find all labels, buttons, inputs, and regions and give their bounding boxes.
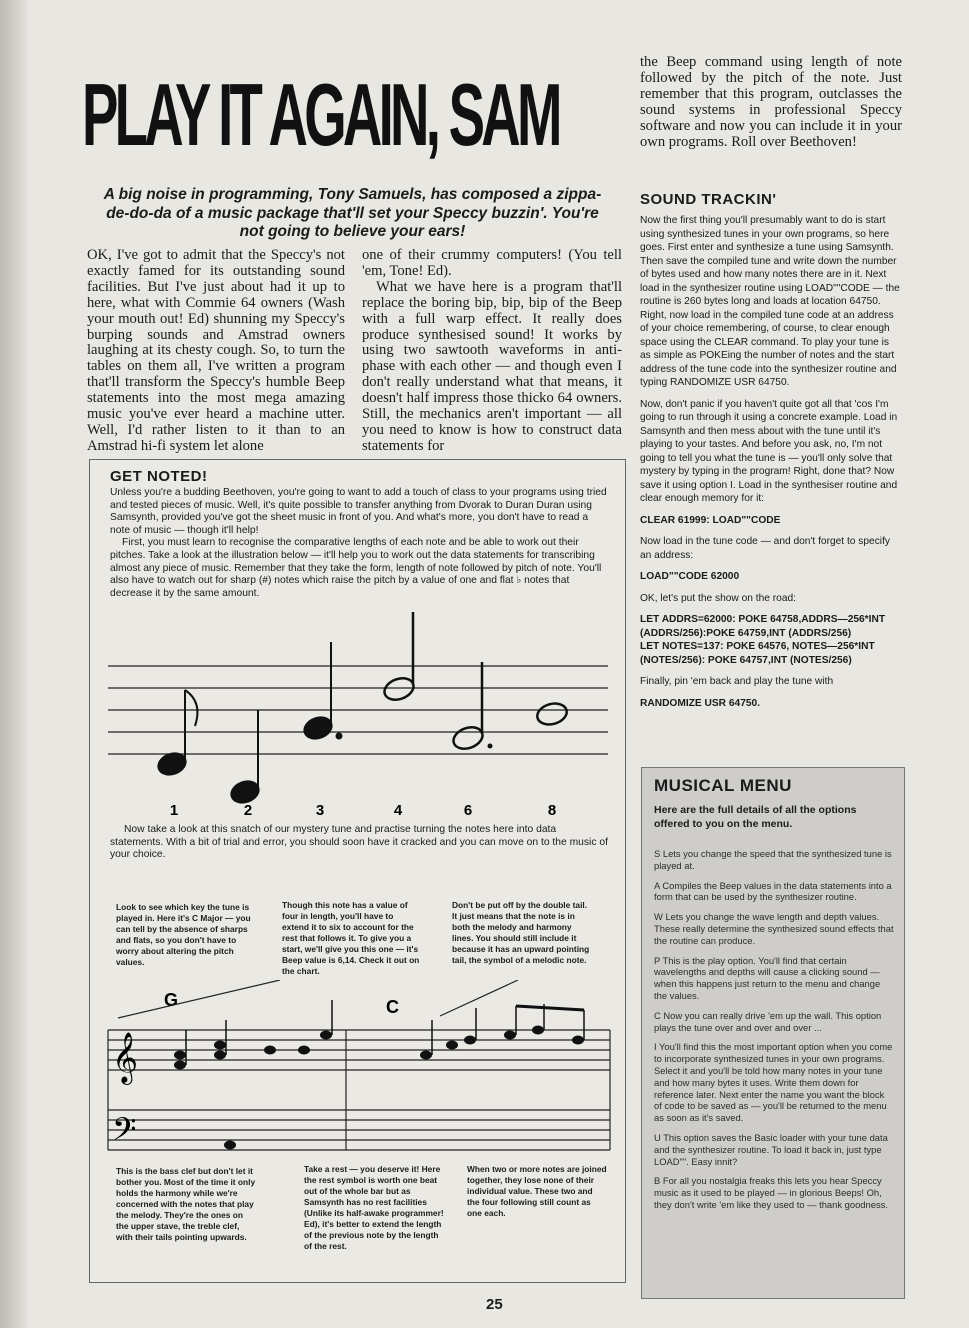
get-noted-title: GET NOTED! bbox=[110, 468, 208, 485]
code-line: RANDOMIZE USR 64750. bbox=[640, 697, 761, 709]
note-length-label: 3 bbox=[315, 802, 325, 819]
paragraph: Finally, pin 'em back and play the tune with bbox=[640, 676, 834, 687]
after-illustration-text: Now take a look at this snatch of our mystery tune and practise turning the notes here into data statements. With a bit of trial and error, you should soon have it cracked and you can move on to the music of your choice. bbox=[110, 824, 608, 861]
code-line: LET NOTES=137: POKE 64576, NOTES—256*INT (NOTES/256): POKE 64757,INT (NOTES/256) bbox=[640, 641, 875, 666]
standfirst: A big noise in programming, Tony Samuels, has composed a zippa-de-do-da of a music package that'll set your Speccy buzzin'. You're not going to believe your ears! bbox=[103, 186, 602, 240]
paragraph: OK, let's put the show on the road: bbox=[640, 592, 796, 604]
annotation-rest: Take a rest — you deserve it! Here the rest symbol is worth one beat out of the whole bar but as Samsynth has no rest facilities (Unlike its half-awake programmer! Ed), it's better to extend the length of the previous note by the length of the rest. bbox=[304, 1164, 444, 1251]
note-length-label: 8 bbox=[547, 802, 557, 819]
bass-clef-icon: 𝄢 bbox=[112, 1113, 137, 1155]
body-paragraph: the Beep command using length of note followed by the pitch of the note. Just remember that this program, outclasses the sound systems in professional Speccy software and now you can include it in your own programs. Roll over Beethoven! bbox=[640, 54, 902, 150]
score-excerpt bbox=[90, 980, 625, 1165]
paragraph: Now the first thing you'll presumably want to do is start using synthesized tunes in your own programs, so here goes. First enter and synthesize a tune using Samsynth. Then save the compiled tune and write down the number of bytes used and how many notes there are in it. Next load in the synthesizer routine using LOAD""CODE — the routine is 260 bytes long and loads at location 64750. Right, now load in the compiled tune code at an address of your choice remembering, of course, to clear enough space using the CLEAR command. To play your tune is as simple as POKEing the number of notes and the start address of the tune code into the synthesizer routine and typing RANDOMIZE USR 64750. bbox=[640, 215, 900, 388]
menu-option: W Lets you change the wave length and depth values. These really determine the synthesized sound effects that the routine can produce. bbox=[654, 911, 894, 946]
annotation-double-tail: Don't be put off by the double tail. It just means that the note is in both the melody and harmony lines. You should still include it because it has an upward pointing tail, the symbol of a melodic note. bbox=[452, 900, 590, 965]
body-column-1 bbox=[87, 248, 345, 455]
musical-menu-items bbox=[654, 848, 894, 1219]
note-length-label: 6 bbox=[463, 802, 473, 819]
page-number: 25 bbox=[486, 1296, 503, 1313]
get-noted-box bbox=[89, 459, 626, 1283]
page-fold-shadow bbox=[0, 0, 28, 1328]
body-column-2 bbox=[362, 248, 622, 455]
note-lengths-illustration bbox=[90, 600, 625, 820]
sound-trackin-text bbox=[640, 214, 902, 718]
body-paragraph: OK, I've got to admit that the Speccy's not exactly famed for its outstanding sound facilities. But I've just about had it up to here, what with Commie 64 owners (Wash your mouth out! Ed) shunning my Speccy's burping sounds and Amstrad owners laughing at its chesty cough. So, to turn the tables on them all, I've written a program that'll transform the Speccy's humble Beep statements into the most mega amazing music you've ever heard a machine utter. Well, I'd rather listen to it than to an Amstrad hi-fi system let alone bbox=[87, 247, 345, 454]
body-paragraph: one of their crummy computers! (You tell 'em, Tone! Ed). bbox=[362, 247, 622, 279]
menu-option: C Now you can really drive 'em up the wall. This option plays the tune over and over and over ... bbox=[654, 1009, 882, 1033]
menu-option: S Lets you change the speed that the synthesized tune is played at. bbox=[654, 848, 892, 871]
paragraph: Unless you're a budding Beethoven, you're going to want to add a touch of class to your programs using tried and tested pieces of music. Well, it's quite possible to transfer anything from Dvorak to Duran Duran using Samsynth, provided you've got the sheet music in front of you. And what's more, you don't have to read a note of music — though it'll help! bbox=[110, 487, 607, 536]
body-paragraph: What we have here is a program that'll replace the boring bip, bip, bip of the Beep with a full warp effect. It really does produce synthesised sound! It works by using two sawtooth waveforms in anti-phase with each other — and though even I don't really understand what that means, it doesn't half impress those thicko 64 owners. Still, the mechanics aren't important — all you need to know is how to construct data statements for bbox=[362, 278, 622, 454]
paragraph: Now load in the tune code — and don't forget to specify an address: bbox=[640, 536, 890, 561]
note-length-label: 4 bbox=[393, 802, 403, 819]
code-line: LET ADDRS=62000: POKE 64758,ADDRS—256*INT (ADDRS/256):POKE 64759,INT (ADDRS/256) bbox=[640, 614, 886, 639]
headline: PLAY IT AGAIN, SAM bbox=[82, 65, 559, 164]
treble-clef-icon: 𝄞 bbox=[112, 1033, 139, 1082]
menu-option: B For all you nostalgia freaks this lets you hear Speccy music as it used to be played — in glorious Beeps! Oh, they don't write 'em like they used to — thank goodness. bbox=[654, 1175, 888, 1210]
note-length-label: 1 bbox=[169, 802, 179, 819]
code-line: CLEAR 61999: LOAD""CODE bbox=[640, 514, 781, 526]
paragraph: First, you must learn to recognise the comparative lengths of each note and be able to work out their pitches. Take a look at the illustration below — it'll help you to work out the data statements for transcribing almost any piece of music. Remember that they take the form, length of note followed by pitch of note. You'll also have to watch out for sharp (#) notes which raise the pitch by a value of one and flat ♭ notes that decrease it by the same amount. bbox=[110, 537, 602, 599]
note-length-label: 2 bbox=[243, 802, 253, 819]
sound-trackin-heading: SOUND TRACKIN' bbox=[640, 191, 777, 208]
chord-label-g: G bbox=[164, 990, 179, 1010]
get-noted-text bbox=[110, 487, 608, 600]
chord-label-c: C bbox=[386, 997, 399, 1017]
menu-option: I You'll find this the most important option when you come to incorporate synthesized tunes in your own programs. Select it and you'll be told how many notes in your tune and how many bytes it uses. Write them down for reference later. Next enter the name you want the block of code to be saved as — you'll be returned to the menu as soon as it's saved. bbox=[654, 1041, 893, 1124]
body-column-3 bbox=[640, 55, 902, 150]
annotation-bass-clef: This is the bass clef but don't let it bother you. Most of the time it only holds the harmony while we're concerned with the notes that play the melody. They're the ones on the upper stave, the treble clef, with their tails pointing upwards. bbox=[116, 1166, 256, 1242]
annotation-four-length: Though this note has a value of four in length, you'll have to extend it to six to account for the rest that follows it. To give you a start, we'll give you this one — it's Beep value is 6,14. Check it out on the chart. bbox=[282, 900, 420, 976]
musical-menu-box bbox=[641, 767, 905, 1299]
code-line: LOAD""CODE 62000 bbox=[640, 571, 740, 582]
menu-option: A Compiles the Beep values in the data statements into a form that can be used by the synthesizer routine. bbox=[654, 879, 892, 903]
musical-menu-subtitle: Here are the full details of all the options offered to you on the menu. bbox=[654, 804, 857, 830]
menu-option: U This option saves the Basic loader with your tune data and the synthesizer routine. To load it back in, just type LOAD"". Easy innit? bbox=[654, 1131, 888, 1167]
annotation-key: Look to see which key the tune is played in. Here it's C Major — you can tell by the absence of sharps and flats, so you don't have to worry about altering the pitch values. bbox=[116, 902, 251, 967]
menu-option: P This is the play option. You'll find that certain wavelengths and depths will cause a clicking sound — when this happens just return to the menu and change the values. bbox=[654, 954, 881, 1001]
paragraph: Now, don't panic if you haven't quite got all that 'cos I'm going to run through it using a concrete example. Load in Samsynth and then mess about with the tune until it's playing to your tastes. And before you ask, no, I'm not going to tell you what the tune is — you'll only solve that mystery by typing in the program! Right, done that? Now save it using option I. Load in the synthesiser routine and clear enough memory for it: bbox=[640, 398, 898, 504]
musical-menu-title: MUSICAL MENU bbox=[654, 776, 792, 795]
annotation-joined-notes: When two or more notes are joined together, they lose none of their individual value. These two and the four following still count as one each. bbox=[467, 1164, 607, 1218]
